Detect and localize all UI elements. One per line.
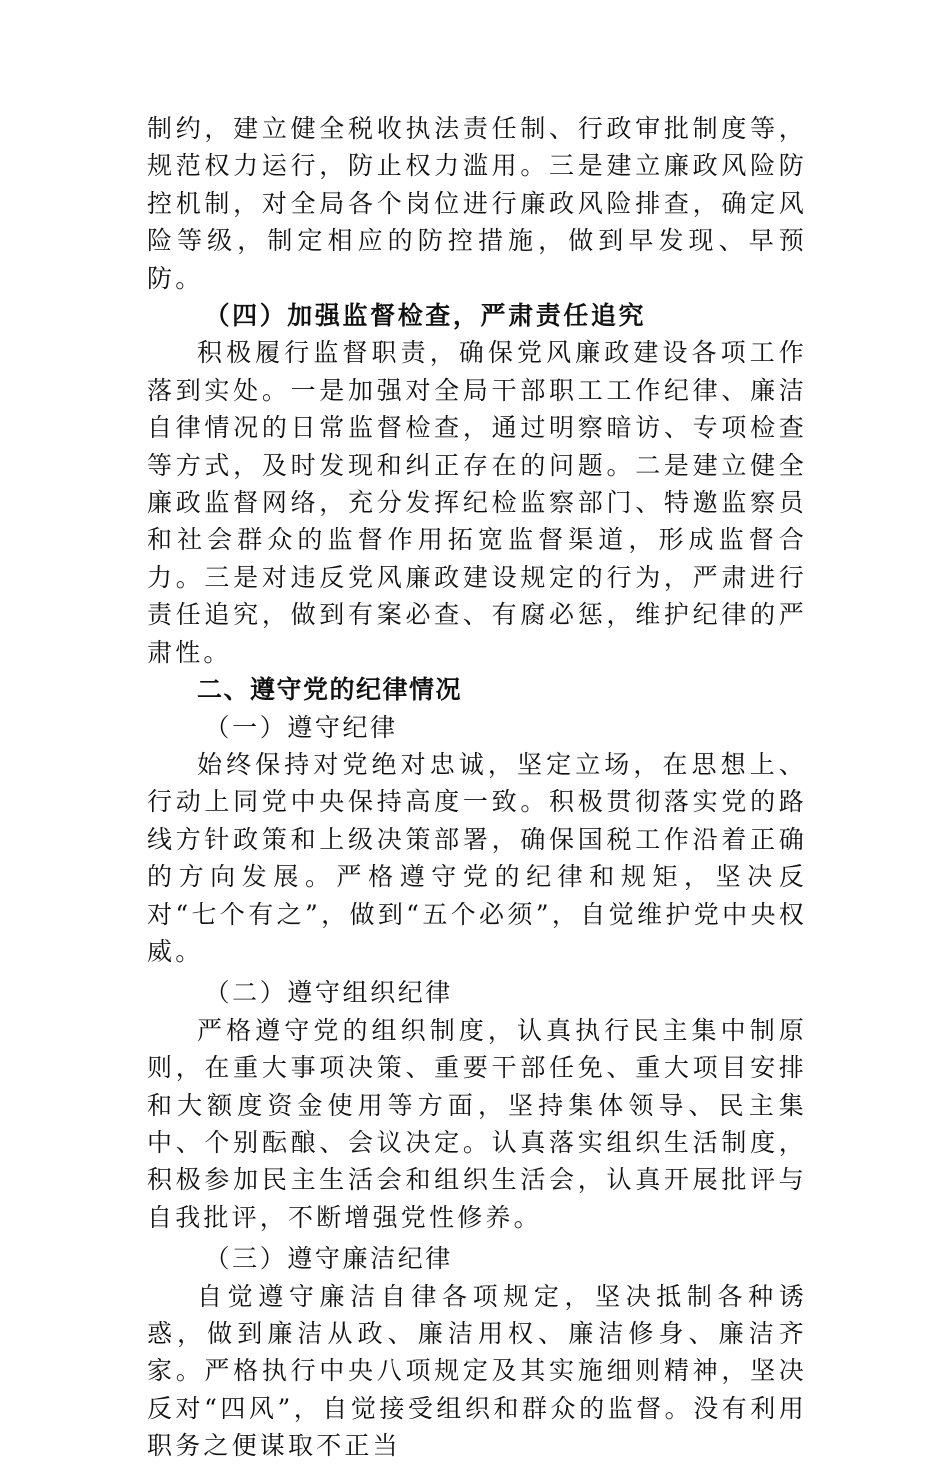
subheading-integrity-discipline: （三）遵守廉洁纪律 xyxy=(204,1244,453,1274)
paragraph-supervision: 积极履行监督职责，确保党风廉政建设各项工作落到实处。一是加强对全局干部职工工作纪律、廉洁自律情况的日常监督检查，通过明察暗访、专项检查等方式，及时发现和纠正存在的问题。二是建立健全廉政监督网络，充分发挥纪检监察部门、特邀监察员和社会群众的监督作用拓宽监督渠道，形成监督合力。三是对违反党风廉政建设规定的行为，严肃进行责任追究，做到有案必查、有腐必惩，维护纪律的严肃性。 xyxy=(147,338,807,667)
paragraph-discipline: 始终保持对党绝对忠诚，坚定立场，在思想上、行动上同党中央保持高度一致。积极贯彻落实党的路线方针政策和上级决策部署，确保国税工作沿着正确的方向发展。严格遵守党的纪律和规矩，坚决反对“七个有之”，做到“五个必须”，自觉维护党中央权威。 xyxy=(147,749,807,966)
subheading-supervision: （四）加强监督检查，严肃责任追究 xyxy=(204,301,647,331)
subheading-organizational-discipline: （二）遵守组织纪律 xyxy=(204,978,453,1008)
subheading-discipline: （一）遵守纪律 xyxy=(204,712,398,742)
paragraph-controls-continued: 制约，建立健全税收执法责任制、行政审批制度等，规范权力运行，防止权力滥用。三是建立廉政风险防控机制，对全局各个岗位进行廉政风险排查，确定风险等级，制定相应的防控措施，做到早发现、早预防。 xyxy=(147,114,807,293)
document-page xyxy=(147,110,807,1465)
section-heading-party-discipline: 二、遵守党的纪律情况 xyxy=(197,675,463,705)
paragraph-organizational-discipline: 严格遵守党的组织制度，认真执行民主集中制原则，在重大事项决策、重要干部任免、重大项目安排和大额度资金使用等方面，坚持集体领导、民主集中、个别酝酿、会议决定。认真落实组织生活制度，积极参加民主生活会和组织生活会，认真开展批评与自我批评，不断增强党性修养。 xyxy=(147,1015,807,1232)
paragraph-integrity-discipline: 自觉遵守廉洁自律各项规定，坚决抵制各种诱惑，做到廉洁从政、廉洁用权、廉洁修身、廉洁齐家。严格执行中央八项规定及其实施细则精神，坚决反对“四风”，自觉接受组织和群众的监督。没有利用职务之便谋取不正当 xyxy=(147,1281,807,1461)
